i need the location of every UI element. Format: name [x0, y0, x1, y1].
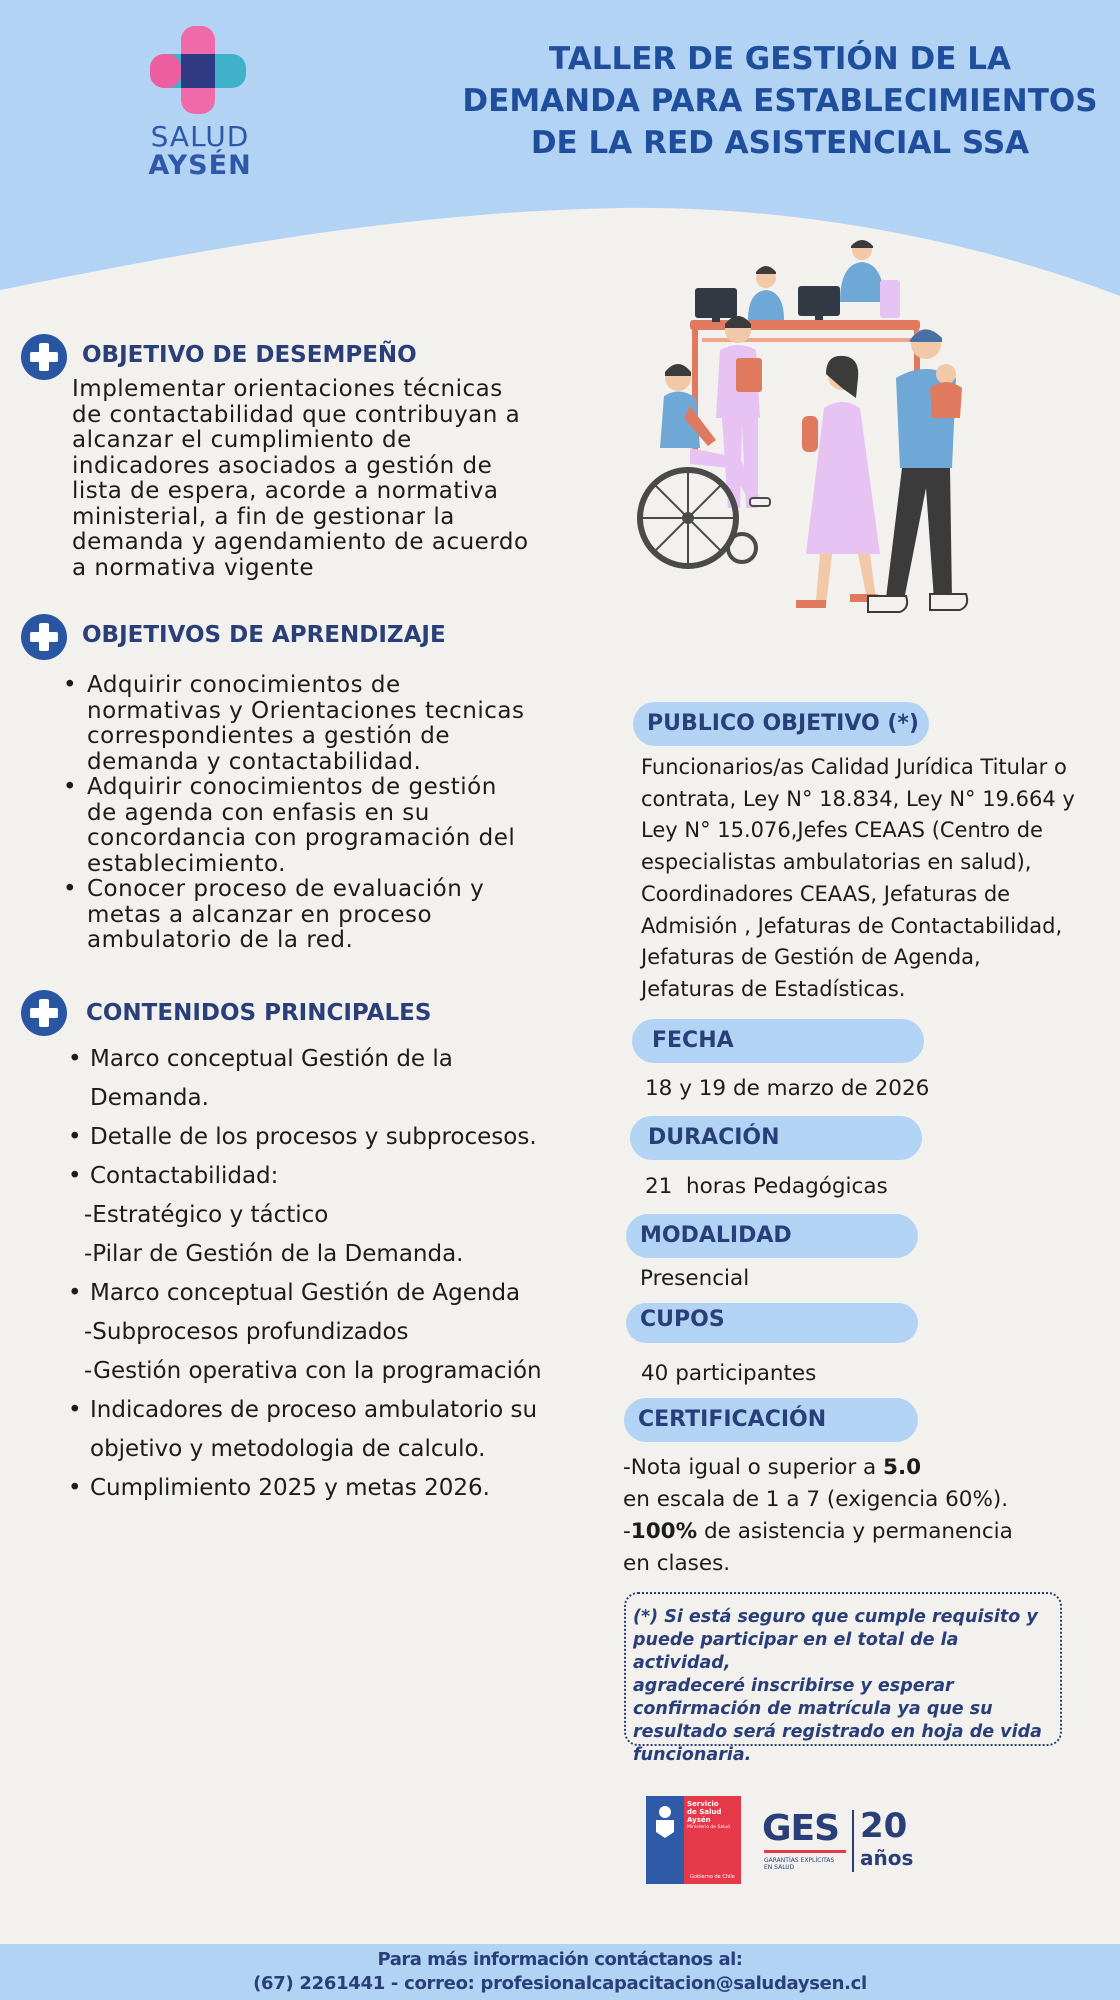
list-item: • Contactabilidad:: [62, 1157, 582, 1196]
title-line-3: DE LA RED ASISTENCIAL SSA: [530, 125, 1030, 161]
ges-brand: GES: [762, 1808, 840, 1849]
list-item: [58, 775, 578, 877]
text-line: a normativa vigente: [72, 554, 315, 581]
text-line: demanda y agendamiento de acuerdo: [72, 529, 529, 555]
list-item: • Marco conceptual Gestión de la: [62, 1040, 582, 1079]
objetivos-aprendizaje-list: [58, 673, 578, 954]
text-line: en clases.: [623, 1551, 731, 1576]
title-line-2: DEMANDA PARA ESTABLECIMIENTOS: [462, 83, 1098, 119]
bold-value: 5.0: [883, 1455, 922, 1480]
list-item-continuation: Demanda.: [90, 1085, 209, 1111]
nota-text: [633, 1606, 1052, 1767]
sub-item: -Gestión operativa con la programación: [84, 1358, 542, 1384]
text-line: [623, 1516, 1093, 1548]
contenidos-list: [62, 1040, 582, 1508]
text-line: resultado será registrado en hoja de vida: [633, 1722, 1042, 1742]
plus-circle-icon: [21, 614, 67, 660]
text-line: alcanzar el cumplimiento de: [72, 427, 412, 453]
ges-subtitle: [764, 1857, 834, 1871]
list-item: [58, 673, 578, 775]
text-line: establecimiento.: [87, 850, 286, 877]
text-line: Funcionarios/as Calidad Jurídica Titular o: [641, 755, 1067, 779]
list-item-continuation: objetivo y metodologia de calculo.: [90, 1436, 486, 1462]
publico-objetivo-text: [641, 752, 1101, 1006]
ges-20-anos-logo: [762, 1806, 922, 1876]
ges-anniversary-unit: años: [860, 1846, 914, 1870]
text-line: lista de espera, acorde a normativa: [72, 478, 499, 504]
objetivo-desempeno-heading: OBJETIVO DE DESEMPEÑO: [82, 342, 417, 368]
text-line: [623, 1452, 1093, 1484]
logo-text-salud: SALUD: [150, 120, 250, 153]
objetivo-desempeno-text: [72, 377, 572, 581]
ges-underline: [764, 1850, 846, 1853]
plus-circle-icon: [21, 990, 67, 1036]
salud-aysen-logo: [140, 22, 260, 182]
text-line: Coordinadores CEAAS, Jefaturas de: [641, 881, 1011, 906]
text-line: concordancia con programación del: [87, 825, 516, 851]
contenidos-heading: CONTENIDOS PRINCIPALES: [86, 1000, 432, 1026]
text-line: (*) Si está seguro que cumple requisito y: [633, 1607, 1038, 1627]
ges-anniversary-number: 20: [860, 1806, 908, 1846]
publico-objetivo-pill: PUBLICO OBJETIVO (*): [633, 702, 929, 746]
text-line: • Adquirir conocimientos de: [87, 672, 401, 698]
text-line: normativas y Orientaciones tecnicas: [87, 697, 525, 724]
text-line: funcionaria.: [633, 1745, 752, 1765]
list-item: • Detalle de los procesos y subprocesos.: [62, 1118, 582, 1157]
plus-circle-icon: [21, 334, 67, 380]
list-item: [58, 877, 578, 954]
bold-value: 100%: [630, 1519, 698, 1544]
footer-contact-line: (67) 2261441 - correo: profesionalcapacitacion@saludaysen.cl: [253, 1973, 867, 1994]
text-line: contrata, Ley N° 18.834, Ley N° 19.664 y: [641, 786, 1075, 811]
sub-item: -Subprocesos profundizados: [84, 1319, 409, 1345]
nota-box: [624, 1592, 1062, 1765]
duracion-pill: DURACIÓN: [630, 1116, 922, 1160]
text-line: en escala de 1 a 7 (exigencia 60%).: [623, 1487, 1009, 1512]
objetivos-aprendizaje-heading: OBJETIVOS DE APRENDIZAJE: [82, 622, 446, 648]
text-span: -: [623, 1519, 631, 1544]
footer-line-1: Para más información contáctanos al:: [377, 1949, 743, 1970]
gov-logo-text: Servicio: [687, 1800, 719, 1808]
text-line: especialistas ambulatorias en salud),: [641, 850, 1032, 875]
list-item: • Cumplimiento 2025 y metas 2026.: [62, 1469, 582, 1508]
gov-logo-text: de Salud: [687, 1808, 722, 1816]
ges-subtitle-line: GARANTÍAS EXPLÍCITAS: [764, 1857, 835, 1864]
text-line: puede participar en el total de la actividad,: [633, 1630, 959, 1673]
text-line: confirmación de matrícula ya que su: [633, 1699, 993, 1719]
text-line: • Adquirir conocimientos de gestión: [87, 774, 497, 800]
text-line: metas a alcanzar en proceso: [87, 901, 433, 928]
text-span: -Nota igual o superior a: [623, 1455, 884, 1480]
list-item: • Indicadores de proceso ambulatorio su: [62, 1391, 582, 1430]
gov-logo-text: Ministerio de Salud: [687, 1825, 731, 1830]
page-title: [440, 38, 1120, 164]
text-line: de contactabilidad que contribuyan a: [72, 401, 521, 428]
modalidad-pill: MODALIDAD: [626, 1214, 918, 1258]
list-item: • Marco conceptual Gestión de Agenda: [62, 1274, 582, 1313]
text-line: Jefaturas de Gestión de Agenda,: [641, 945, 981, 970]
text-line: de agenda con enfasis en su: [87, 799, 430, 826]
text-line: ministerial, a fin de gestionar la: [72, 503, 455, 530]
text-line: Admisión , Jefaturas de Contactabilidad,: [641, 913, 1063, 938]
fecha-value: 18 y 19 de marzo de 2026: [645, 1076, 930, 1101]
logo-text-aysen: AYSÉN: [148, 150, 252, 181]
ges-divider: [852, 1810, 854, 1872]
sub-item: -Estratégico y táctico: [84, 1202, 329, 1228]
footer-contact: [0, 1944, 1120, 2000]
certificacion-text: [623, 1452, 1093, 1580]
modalidad-value: Presencial: [640, 1266, 750, 1291]
text-line: ambulatorio de la red.: [87, 927, 354, 953]
gov-logo-text: Aysén: [687, 1816, 711, 1824]
text-span: de asistencia y permanencia: [697, 1519, 1013, 1544]
certificacion-pill: CERTIFICACIÓN: [624, 1398, 918, 1442]
title-line-1: TALLER DE GESTIÓN DE LA: [549, 41, 1011, 77]
text-line: indicadores asociados a gestión de: [72, 452, 493, 479]
medical-cross-icon: [140, 22, 260, 122]
healthcare-people-illustration: [630, 228, 1000, 638]
fecha-pill: FECHA: [632, 1019, 924, 1063]
sub-item: -Pilar de Gestión de la Demanda.: [84, 1241, 464, 1267]
duracion-value: 21 horas Pedagógicas: [645, 1174, 888, 1199]
text-line: correspondientes a gestión de: [87, 723, 451, 749]
gov-logo-text: Gobierno de Chile: [690, 1874, 735, 1880]
text-line: Ley N° 15.076,Jefes CEAAS (Centro de: [641, 818, 1043, 843]
text-line: Implementar orientaciones técnicas: [72, 376, 503, 402]
cupos-value: 40 participantes: [641, 1361, 817, 1386]
cupos-pill: CUPOS: [626, 1303, 918, 1343]
ges-subtitle-line: EN SALUD: [764, 1864, 795, 1871]
text-line: Jefaturas de Estadísticas.: [641, 976, 906, 1001]
gobierno-de-chile-logo: [646, 1796, 741, 1884]
text-line: • Conocer proceso de evaluación y: [87, 876, 485, 902]
text-line: agradeceré inscribirse y esperar: [633, 1676, 954, 1696]
text-line: demanda y contactabilidad.: [87, 748, 422, 775]
